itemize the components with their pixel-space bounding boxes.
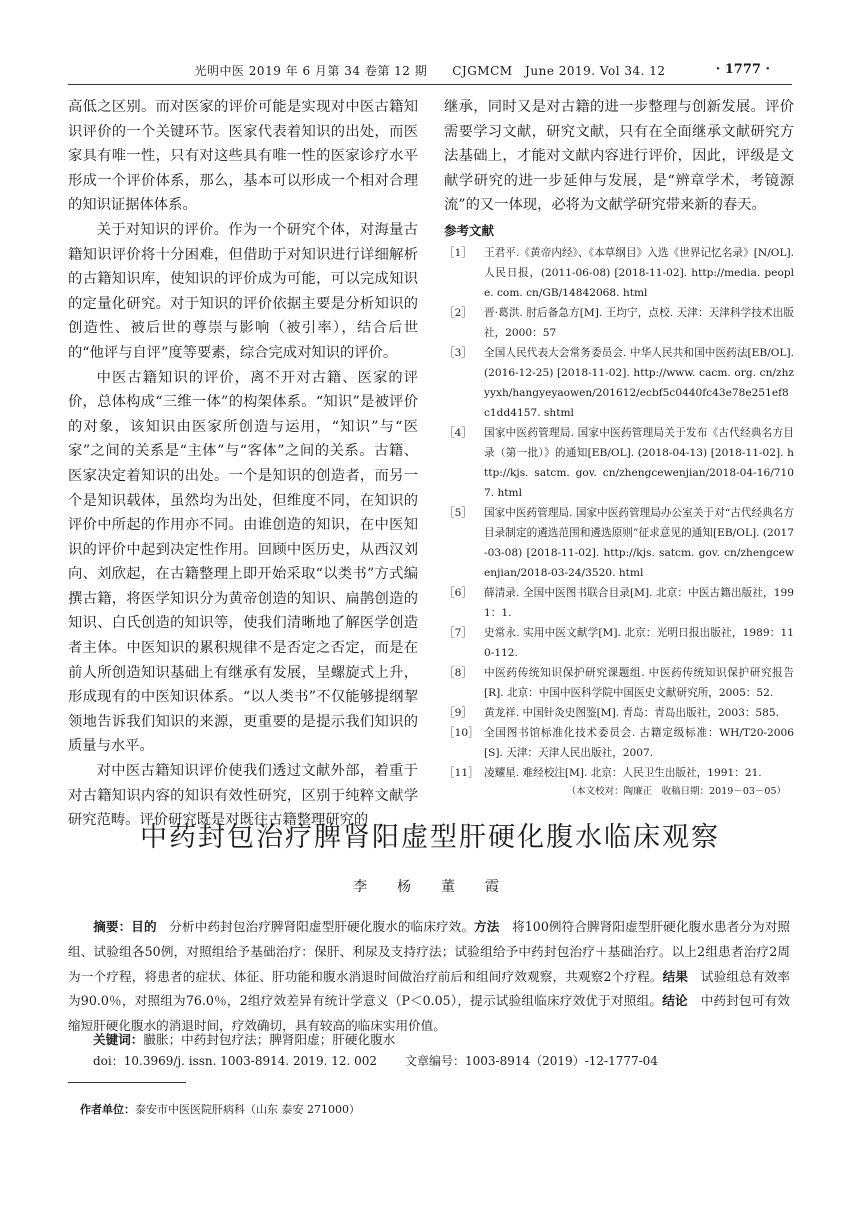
conclusion-text: 中药封包可有效缩短肝硬化腹水的消退时间，疗效确切，具有较高的临床实用价值。 bbox=[68, 993, 791, 1034]
reference-item bbox=[444, 243, 794, 303]
reference-number: ［5］ bbox=[444, 506, 472, 519]
reference-text: 全国图书馆标准化技术委员会. 古籍定级标准：WH/T20-2006[S]. 天津：天津人民出版社，2007. bbox=[484, 726, 794, 759]
reference-text: 国家中医药管理局. 国家中医药管理局办公室关于对“古代经典名方目录制定的遴选范围和遴选原则”征求意见的通知[EB/OL]. (2017-03-08) [2018-11-02]. http://kjs. satcm. gov. cn/zhengcewenjian/2018-03-24/3520. html bbox=[484, 506, 794, 579]
reference-item bbox=[444, 723, 794, 763]
reference-text: 中医药传统知识保护研究课题组. 中医药传统知识保护研究报告[R]. 北京：中国中医科学院中国医史文献研究所，2005：52. bbox=[484, 666, 794, 699]
methods-text: 将100例符合脾肾阳虚型肝硬化腹水患者分为对照组、试验组各50例，对照组给予基础治疗：保肝、利尿及支持疗法；试验组给予中药封包治疗＋基础治疗。以上2组患者治疗2周为一个疗程，将患者的症状、体征、肝功能和腹水消退时间做治疗前后和组间疗效观察，共观察2个疗程。 bbox=[68, 919, 791, 984]
reference-item bbox=[444, 423, 794, 503]
reference-number: ［10］ bbox=[444, 726, 479, 739]
page-number: · 1777 · bbox=[715, 62, 770, 77]
reference-text: 凌耀星. 难经校注[M]. 北京：人民卫生出版社，1991：21. bbox=[484, 766, 762, 779]
article-title: 中药封包治疗脾肾阳虚型肝硬化腹水临床观察 bbox=[140, 822, 720, 853]
reference-number: ［2］ bbox=[444, 306, 472, 319]
author-affiliation bbox=[80, 1101, 360, 1117]
reference-number: ［3］ bbox=[444, 346, 472, 359]
methods-label: 方法 bbox=[474, 919, 500, 934]
reference-number: ［1］ bbox=[444, 246, 472, 259]
references-heading: 参考文献 bbox=[444, 222, 495, 238]
affiliation-label: 作者单位： bbox=[80, 1103, 135, 1116]
objective-label: 目的 bbox=[131, 919, 157, 934]
reference-item bbox=[444, 343, 794, 423]
abstract bbox=[68, 915, 790, 1039]
reference-item bbox=[444, 703, 794, 723]
reference-text: 全国人民代表大会常务委员会. 中华人民共和国中医药法[EB/OL]. (2016-12-25) [2018-11-02]. http://www. cacm. org. cn/zhzyyxh/hangyeyaowen/201612/ecbf5c0440fc43e78e251ef8c1dd4157. shtml bbox=[484, 346, 794, 419]
abstract-label: 摘要： bbox=[93, 919, 132, 934]
reference-item bbox=[444, 503, 794, 583]
reference-number: ［4］ bbox=[444, 426, 472, 439]
reference-number: ［8］ bbox=[444, 666, 472, 679]
body-paragraph: 中医古籍知识的评价，离不开对古籍、医家的评价，总体构成“三维一体”的构架体系。“知识”是被评价的对象，该知识由医家所创造与运用，“知识”与“医家”之间的关系是“主体”与“客体”之间的关系。古籍、医家决定着知识的出处。一个是知识的创造者，而另一个是知识载体，虽然均为出处，但维度不同，在知识的评价中所起的作用亦不同。由谁创造的知识，在中医知识的评价中起到决定性作用。回顾中医历史，从西汉刘向、刘欣起，在古籍整理上即开始采取“以类书”方式编撰古籍，将医学知识分为黄帝创造的知识、扁鹊创造的知识、白氏创造的知识等，使我们清晰地了解医学创造者主体。中医知识的累积规律不是否定之否定，而是在前人所创造知识基础上有继承有发展，呈螺旋式上升，形成现有的中医知识体系。“以人类书”不仅能够提纲挈领地告诉我们知识的来源，更重要的是提示我们知识的质量与水平。 bbox=[68, 369, 418, 755]
reference-text: 史常永. 实用中医文献学[M]. 北京：光明日报出版社，1989：110-112. bbox=[484, 626, 794, 659]
reference-number: ［7］ bbox=[444, 626, 472, 639]
header-divider bbox=[68, 84, 792, 85]
doi: doi：10.3969/j. issn. 1003-8914. 2019. 12. 002 bbox=[93, 1054, 378, 1068]
reference-item bbox=[444, 303, 794, 343]
footnote-divider bbox=[68, 1082, 186, 1083]
keywords-label: 关键词： bbox=[93, 1032, 144, 1047]
left-column bbox=[68, 95, 418, 833]
reference-text: 晋·葛洪. 肘后备急方[M]. 王均宁，点校. 天津：天津科学技术出版社，2000：57 bbox=[484, 306, 794, 339]
body-paragraph: 对中医古籍知识评价使我们透过文献外部，着重于对古籍知识内容的知识有效性研究，区别于纯粹文献学研究范畴。评价研究既是对既往古籍整理研究的 bbox=[68, 763, 418, 829]
results-label: 结果 bbox=[662, 968, 689, 984]
reference-number: ［6］ bbox=[444, 586, 472, 599]
editor-note: （本文校对：陶廉正 收稿日期：2019－03－05） bbox=[566, 785, 786, 797]
reference-item bbox=[444, 623, 794, 663]
doi-line bbox=[93, 1052, 658, 1069]
body-paragraph: 关于对知识的评价。作为一个研究个体，对海量古籍知识评价将十分困难，但借助于对知识进行详细解析的古籍知识库，使知识的评价成为可能，可以完成知识的定量化研究。对于知识的评价依据主要是分析知识的创造性、被后世的尊崇与影响（被引率），结合后世的“他评与自评”度等要素，综合完成对知识的评价。 bbox=[68, 221, 418, 361]
reference-text: 黄龙祥. 中国针灸史图鉴[M]. 青岛：青岛出版社，2003：585. bbox=[484, 706, 780, 719]
right-column bbox=[444, 95, 794, 797]
conclusion-label: 结论 bbox=[662, 993, 688, 1009]
body-paragraph: 继承，同时又是对古籍的进一步整理与创新发展。评价需要学习文献，研究文献，只有在全面继承文献研究方法基础上，才能对文献内容进行评价，因此，评级是文献学研究的进一步延伸与发展，是“辨章学术，考镜源流”的又一体现，必将为文献学研究带来新的春天。 bbox=[444, 99, 794, 214]
reference-number: ［9］ bbox=[444, 706, 472, 719]
article-number: 文章编号：1003-8914（2019）-12-1777-04 bbox=[405, 1054, 658, 1068]
keywords-text: 臌胀；中药封包疗法；脾肾阳虚；肝硬化腹水 bbox=[143, 1032, 396, 1047]
affiliation-text: 泰安市中医医院肝病科（山东 泰安 271000） bbox=[135, 1103, 360, 1116]
journal-info: 光明中医 2019 年 6 月第 34 卷第 12 期 CJGMCM June 2019. Vol 34. 12 bbox=[194, 64, 666, 78]
reference-text: 国家中医药管理局. 国家中医药管理局关于发布《古代经典名方目录（第一批）》的通知[EB/OL]. (2018-04-13) [2018-11-02]. http://kjs. satcm. gov. cn/zhengcewenjian/2018-04-16/7107. html bbox=[484, 426, 794, 499]
running-header bbox=[0, 62, 860, 82]
reference-item bbox=[444, 583, 794, 623]
reference-text: 薛清录. 全国中医图书联合目录[M]. 北京：中医古籍出版社，1991：1. bbox=[484, 586, 794, 619]
reference-item bbox=[444, 663, 794, 703]
reference-list bbox=[444, 243, 794, 783]
reference-item bbox=[444, 763, 794, 783]
reference-number: ［11］ bbox=[444, 766, 479, 779]
body-paragraph: 高低之区别。而对医家的评价可能是实现对中医古籍知识评价的一个关键环节。医家代表着知识的出处，而医家具有唯一性，只有对这些具有唯一性的医家诊疗水平形成一个评价体系，那么，基本可以形成一个相对合理的知识证据体体系。 bbox=[68, 99, 418, 214]
reference-text: 王君平.《黄帝内经》、《本草纲目》入选《世界记忆名录》[N/OL]. 人民日报，(2011-06-08) [2018-11-02]. http://media. people. com. cn/GB/14842068. html bbox=[484, 246, 794, 299]
keywords bbox=[93, 1029, 395, 1048]
results-text: 试验组总有效率为90.0％，对照组为76.0％，2组疗效差异有统计学意义（P＜0.05），提示试验组临床疗效优于对照组。 bbox=[68, 968, 790, 1009]
article-authors: 李 杨 董 霞 bbox=[353, 879, 507, 895]
objective-text: 分析中药封包治疗脾肾阳虚型肝硬化腹水的临床疗效。 bbox=[156, 919, 475, 934]
